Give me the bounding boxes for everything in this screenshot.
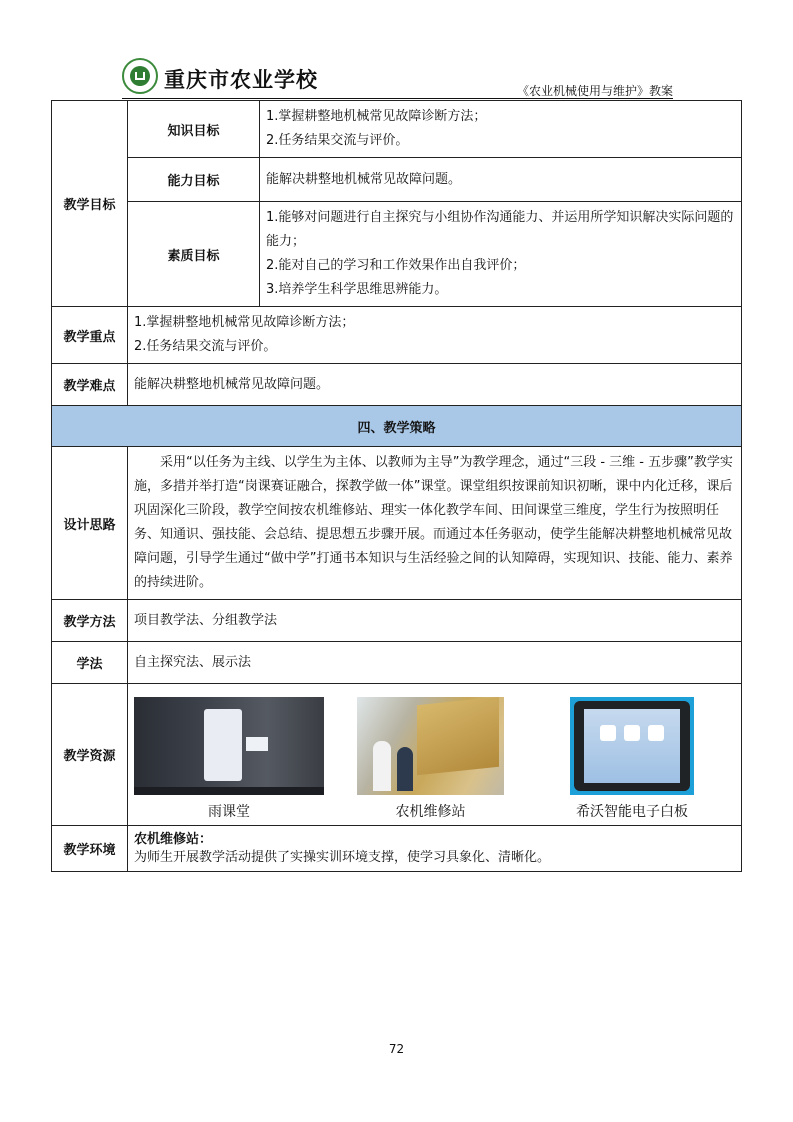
smart-whiteboard-tablet-image	[570, 697, 694, 795]
knowledge-objective-content	[260, 101, 742, 158]
resources-label: 教学资源	[52, 684, 128, 826]
learning-content: 自主探究法、展示法	[128, 642, 742, 684]
environment-text: 为师生开展教学活动提供了实操实训环境支撑，使学习具象化、清晰化。	[134, 849, 551, 865]
repair-station-photo-image	[357, 697, 504, 795]
methods-content: 项目教学法、分组教学法	[128, 600, 742, 642]
objectives-label: 教学目标	[52, 101, 128, 307]
resource-caption: 希沃智能电子白板	[576, 803, 688, 820]
knowledge-line-1: 1.掌握耕整地机械常见故障诊断方法；	[266, 109, 487, 124]
school-logo-icon	[122, 58, 158, 94]
knowledge-line-2: 2.任务结果交流与评价。	[266, 133, 409, 148]
difficulty-label: 教学难点	[52, 364, 128, 406]
key-point-line-2: 2.任务结果交流与评价。	[134, 339, 277, 354]
lesson-plan-table	[51, 100, 742, 872]
learning-label: 学法	[52, 642, 128, 684]
key-points-content	[128, 307, 742, 364]
ability-objective-label: 能力目标	[128, 158, 260, 202]
key-point-line-1: 1.掌握耕整地机械常见故障诊断方法；	[134, 315, 355, 330]
header-divider	[122, 98, 673, 99]
resource-caption: 农机维修站	[395, 803, 466, 820]
resources-content	[128, 684, 742, 826]
quality-objective-content	[260, 202, 742, 307]
quality-objective-label: 素质目标	[128, 202, 260, 307]
design-content: 采用“以任务为主线、以学生为主体、以教师为主导”为教学理念，通过“三段 - 三维 - 五步骤”教学实施，多措并举打造“岗课赛证融合，探教学做一体”课堂。课堂组织按课前知识初晰，课中内化迁移，课后巩固深化三阶段，教学空间按农机维修站、理实一体化教学车间、田间课堂三维度，学生行为按照明任务、知通识、强技能、会总结、提思想五步骤开展。而通过本任务驱动，使学生能解决耕整地机械常见故障问题，引导学生通过“做中学”打通书本知识与生活经验之间的认知障碍，实现知识、技能、能力、素养的持续进阶。	[128, 447, 742, 600]
environment-content	[128, 826, 742, 872]
resource-item	[134, 697, 324, 821]
resource-caption: 雨课堂	[208, 803, 250, 820]
environment-title: 农机维修站：	[134, 831, 213, 847]
ability-objective-content: 能解决耕整地机械常见故障问题。	[260, 158, 742, 202]
school-name: 重庆市农业学校	[164, 67, 318, 92]
design-label: 设计思路	[52, 447, 128, 600]
key-points-label: 教学重点	[52, 307, 128, 364]
rain-classroom-screenshot-image	[134, 697, 324, 795]
quality-line-1: 1.能够对问题进行自主探究与小组协作沟通能力、并运用所学知识解决实际问题的能力；	[266, 210, 734, 249]
page-header	[122, 58, 673, 100]
methods-label: 教学方法	[52, 600, 128, 642]
course-title: 《农业机械使用与维护》教案	[516, 84, 673, 98]
knowledge-objective-label: 知识目标	[128, 101, 260, 158]
page-number: 72	[388, 1042, 405, 1056]
section-title: 四、教学策略	[52, 406, 742, 447]
quality-line-2: 2.能对自己的学习和工作效果作出自我评价；	[266, 258, 526, 273]
difficulty-content: 能解决耕整地机械常见故障问题。	[128, 364, 742, 406]
resource-item	[336, 697, 526, 821]
environment-label: 教学环境	[52, 826, 128, 872]
quality-line-3: 3.培养学生科学思维思辨能力。	[266, 282, 448, 297]
resource-item	[537, 697, 727, 821]
